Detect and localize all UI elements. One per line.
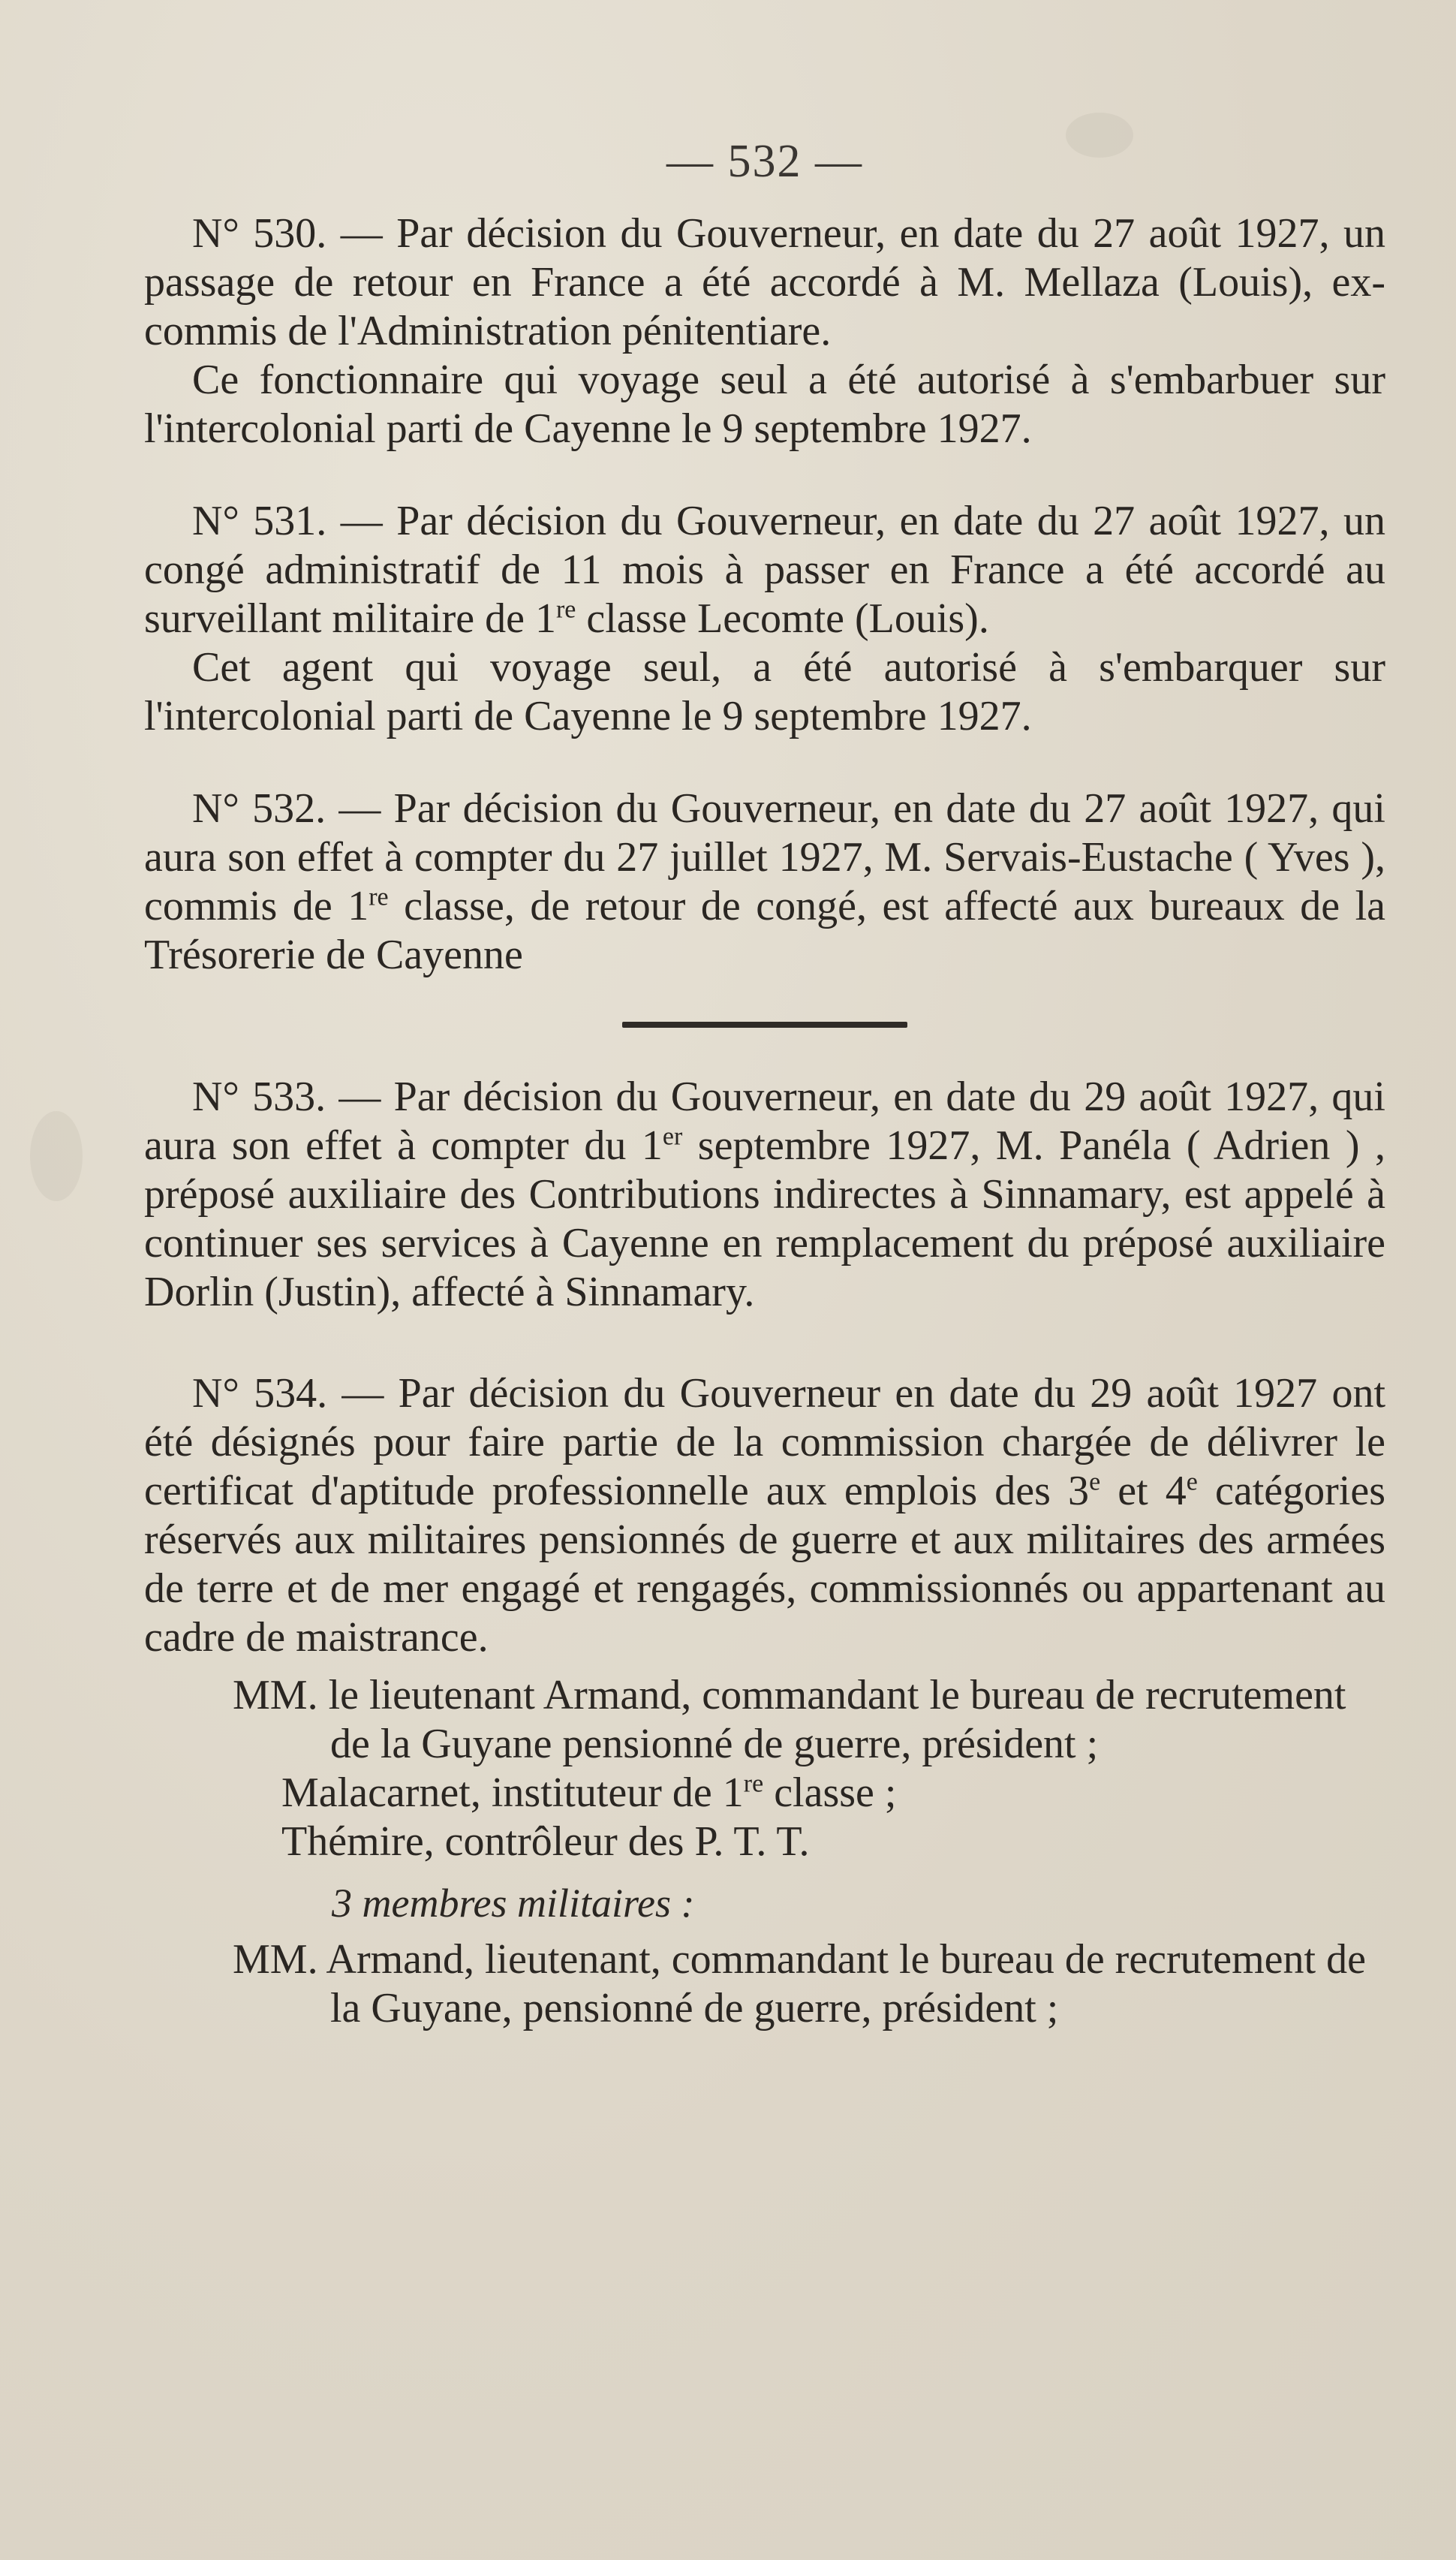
decision-531-text: N° 531. — Par décision du Gouverneur, en date du 27 août 1927, un congé administratif de 11 mois à passer en France a été accordé au surveillant militaire de 1re classe Lecomte (Louis). bbox=[144, 498, 1385, 642]
decision-533 bbox=[144, 1073, 1385, 1317]
decision-534 bbox=[144, 1369, 1385, 2033]
document-page bbox=[144, 135, 1385, 2033]
civil-members-list bbox=[144, 1671, 1385, 1866]
decision-534-text: N° 534. — Par décision du Gouverneur en date du 29 août 1927 ont été désignés pour faire partie de la commission chargée de délivrer le certificat d'aptitude professionnelle aux emplois des 3e et 4e catégories réservés aux militaires pensionnés de guerre et aux militaires des armées de terre et de mer engagé et rengagés, commissionnés ou appartenant au cadre de maistrance. bbox=[144, 1370, 1385, 1661]
decision-531-note: Cet agent qui voyage seul, a été autorisé à s'embarquer sur l'intercolonial parti de Cayenne le 9 septembre 1927. bbox=[144, 644, 1385, 739]
decision-532 bbox=[144, 785, 1385, 980]
decision-530-note: Ce fonctionnaire qui voyage seul a été autorisé à s'embarbuer sur l'intercolonial parti de Cayenne le 9 septembre 1927. bbox=[144, 357, 1385, 452]
military-members-heading: 3 membres militaires : bbox=[332, 1881, 695, 1926]
section-divider bbox=[622, 1022, 907, 1028]
member-malacarnet: Malacarnet, instituteur de 1re classe ; bbox=[281, 1769, 897, 1816]
decision-531 bbox=[144, 497, 1385, 741]
member-armand-military: MM. Armand, lieutenant, commandant le bureau de recrutement de la Guyane, pensionné de guerre, président ; bbox=[233, 1936, 1366, 2031]
member-armand-civil: MM. le lieutenant Armand, commandant le bureau de recrutement de la Guyane pensionné de guerre, président ; bbox=[233, 1672, 1346, 1767]
decision-530-text: N° 530. — Par décision du Gouverneur, en date du 27 août 1927, un passage de retour en France a été accordé à M. Mellaza (Louis), ex-commis de l'Administration pénitentiare. bbox=[144, 210, 1385, 354]
decision-530 bbox=[144, 209, 1385, 453]
page-number: — 532 — bbox=[666, 136, 863, 187]
member-themire: Thémire, contrôleur des P. T. T. bbox=[281, 1818, 810, 1865]
decision-533-text: N° 533. — Par décision du Gouverneur, en date du 29 août 1927, qui aura son effet à compter du 1er septembre 1927, M. Panéla ( Adrien ) , préposé auxiliaire des Contributions indirectes à Sinnamary, est appelé à continuer ses services à Cayenne en remplacement du préposé auxiliaire Dorlin (Justin), affecté à Sinnamary. bbox=[144, 1074, 1385, 1315]
decision-532-text: N° 532. — Par décision du Gouverneur, en date du 27 août 1927, qui aura son effet à compter du 27 juillet 1927, M. Servais-Eustache ( Yves ), commis de 1re classe, de retour de congé, est affecté aux bureaux de la Trésorerie de Cayenne bbox=[144, 785, 1385, 978]
military-members-list bbox=[144, 1935, 1385, 2033]
paper-stain bbox=[30, 1111, 83, 1201]
